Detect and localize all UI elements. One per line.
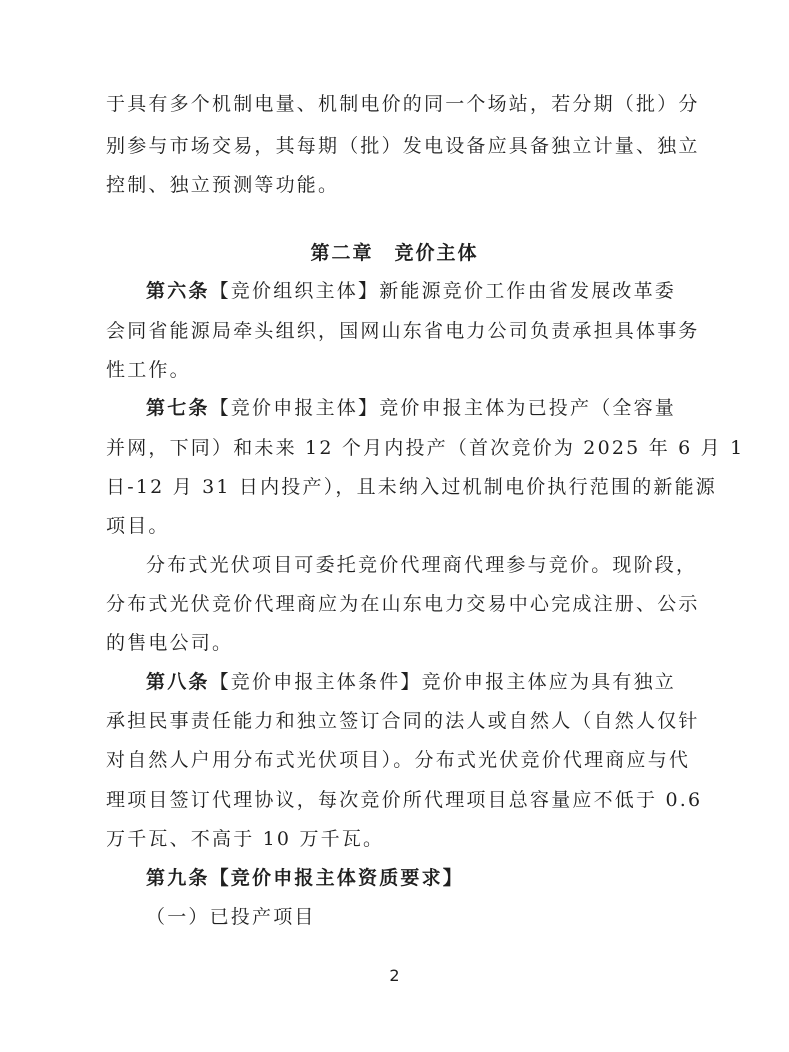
article-9-text: 【竞价申报主体资质要求】 xyxy=(209,867,465,889)
article-8-label: 第八条 xyxy=(146,671,210,693)
body-line: 的售电公司。 xyxy=(106,632,234,654)
article-6-first-line xyxy=(146,277,676,305)
body-line: 承担民事责任能力和独立签订合同的法人或自然人（自然人仅针 xyxy=(106,710,700,732)
page-number: 2 xyxy=(389,966,400,985)
article-9-label: 第九条 xyxy=(146,867,210,889)
article-8-text: 【竞价申报主体条件】竞价申报主体应为具有独立 xyxy=(209,671,677,693)
body-line: 对自然人户用分布式光伏项目）。分布式光伏竞价代理商应与代 xyxy=(106,749,691,771)
article-9-first-line xyxy=(146,864,464,892)
article-7-first-line xyxy=(146,394,676,422)
article-6-label: 第六条 xyxy=(146,280,210,302)
body-line: 性工作。 xyxy=(106,359,191,381)
body-line: 分布式光伏竞价代理商应为在山东电力交易中心完成注册、公示 xyxy=(106,593,700,615)
body-line: 分布式光伏项目可委托竞价代理商代理参与竞价。现阶段， xyxy=(146,554,698,576)
article-7-text: 【竞价申报主体】竞价申报主体为已投产（全容量 xyxy=(209,397,677,419)
body-line: 项目。 xyxy=(106,515,170,537)
article-7-label: 第七条 xyxy=(146,397,210,419)
body-line: 于具有多个机制电量、机制电价的同一个场站，若分期（批）分 xyxy=(106,93,700,115)
body-line: 日-12 月 31 日内投产），且未纳入过机制电价执行范围的新能源 xyxy=(106,476,717,498)
body-line: 会同省能源局牵头组织，国网山东省电力公司负责承担具体事务 xyxy=(106,320,700,342)
body-line: 理项目签订代理协议，每次竞价所代理项目总容量应不低于 0.6 xyxy=(106,789,703,811)
body-line: 并网，下同）和未来 12 个月内投产（首次竞价为 2025 年 6 月 1 xyxy=(106,437,745,459)
article-8-first-line xyxy=(146,668,676,696)
body-line: 控制、独立预测等功能。 xyxy=(106,174,340,196)
body-line: 万千瓦、不高于 10 万千瓦。 xyxy=(106,828,385,850)
chapter-heading: 第二章 竞价主体 xyxy=(310,242,479,264)
article-6-text: 【竞价组织主体】新能源竞价工作由省发展改革委 xyxy=(209,280,677,302)
body-line: 别参与市场交易，其每期（批）发电设备应具备独立计量、独立 xyxy=(106,135,700,157)
subitem-line: （一）已投产项目 xyxy=(146,906,316,928)
